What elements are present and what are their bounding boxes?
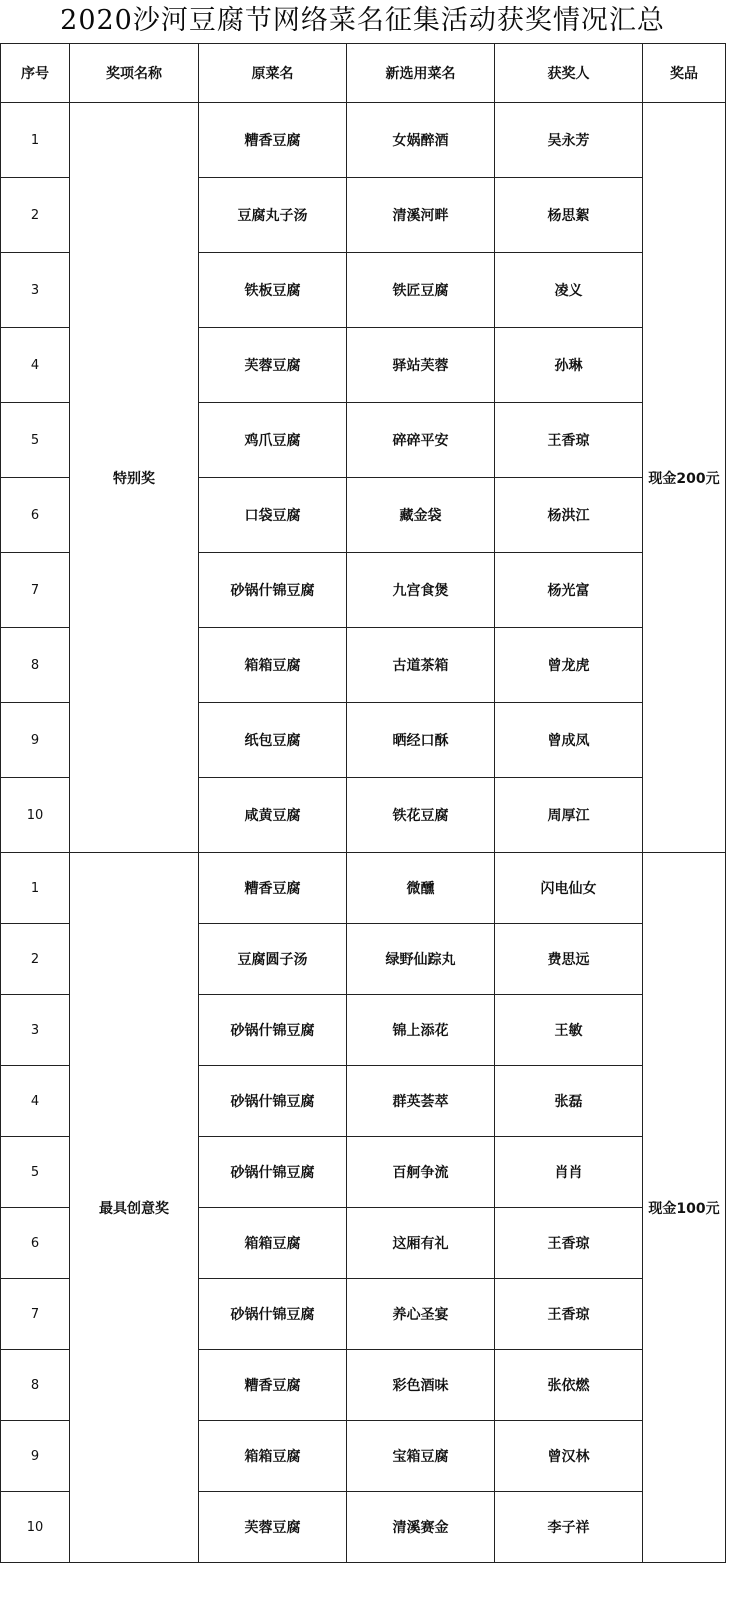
original-dish-cell: 铁板豆腐	[199, 253, 347, 328]
original-dish-cell: 砂锅什锦豆腐	[199, 1066, 347, 1137]
row-index: 4	[1, 1066, 70, 1137]
row-index: 5	[1, 1137, 70, 1208]
winner-cell: 杨思絮	[495, 178, 643, 253]
awards-table-body	[1, 103, 726, 1563]
winner-cell: 杨洪江	[495, 478, 643, 553]
row-index: 7	[1, 553, 70, 628]
new-dish-cell: 百舸争流	[347, 1137, 495, 1208]
winner-cell: 肖肖	[495, 1137, 643, 1208]
prize-cell: 现金200元	[643, 103, 726, 853]
new-dish-cell: 清溪赛金	[347, 1492, 495, 1563]
original-dish-cell: 芙蓉豆腐	[199, 1492, 347, 1563]
page-title: 2020沙河豆腐节网络菜名征集活动获奖情况汇总	[60, 5, 665, 36]
original-dish-cell: 豆腐丸子汤	[199, 178, 347, 253]
row-index: 7	[1, 1279, 70, 1350]
original-dish-cell: 糟香豆腐	[199, 103, 347, 178]
winner-cell: 吴永芳	[495, 103, 643, 178]
row-index: 1	[1, 103, 70, 178]
original-dish-cell: 砂锅什锦豆腐	[199, 1137, 347, 1208]
winner-cell: 杨光富	[495, 553, 643, 628]
winner-cell: 李子祥	[495, 1492, 643, 1563]
winner-cell: 王香琼	[495, 1279, 643, 1350]
new-dish-cell: 古道茶箱	[347, 628, 495, 703]
new-dish-cell: 绿野仙踪丸	[347, 924, 495, 995]
winner-cell: 孙琳	[495, 328, 643, 403]
new-dish-cell: 锦上添花	[347, 995, 495, 1066]
row-index: 8	[1, 1350, 70, 1421]
original-dish-cell: 豆腐圆子汤	[199, 924, 347, 995]
original-dish-cell: 箱箱豆腐	[199, 1208, 347, 1279]
award-name-cell: 特别奖	[70, 103, 199, 853]
new-dish-cell: 九宫食煲	[347, 553, 495, 628]
new-dish-cell: 驿站芙蓉	[347, 328, 495, 403]
original-dish-cell: 砂锅什锦豆腐	[199, 553, 347, 628]
header-prize: 奖品	[643, 44, 726, 103]
winner-cell: 王香琼	[495, 403, 643, 478]
row-index: 3	[1, 995, 70, 1066]
header-new-dish: 新选用菜名	[347, 44, 495, 103]
awards-table	[0, 43, 726, 1563]
winner-cell: 曾汉林	[495, 1421, 643, 1492]
row-index: 2	[1, 924, 70, 995]
winner-cell: 周厚江	[495, 778, 643, 853]
row-index: 5	[1, 403, 70, 478]
row-index: 8	[1, 628, 70, 703]
new-dish-cell: 宝箱豆腐	[347, 1421, 495, 1492]
original-dish-cell: 箱箱豆腐	[199, 628, 347, 703]
original-dish-cell: 鸡爪豆腐	[199, 403, 347, 478]
header-row	[1, 44, 726, 103]
new-dish-cell: 彩色酒味	[347, 1350, 495, 1421]
original-dish-cell: 口袋豆腐	[199, 478, 347, 553]
header-award-name: 奖项名称	[70, 44, 199, 103]
new-dish-cell: 微醺	[347, 853, 495, 924]
original-dish-cell: 箱箱豆腐	[199, 1421, 347, 1492]
row-index: 4	[1, 328, 70, 403]
row-index: 3	[1, 253, 70, 328]
original-dish-cell: 砂锅什锦豆腐	[199, 1279, 347, 1350]
new-dish-cell: 藏金袋	[347, 478, 495, 553]
new-dish-cell: 铁花豆腐	[347, 778, 495, 853]
table-row	[1, 103, 726, 178]
original-dish-cell: 糟香豆腐	[199, 853, 347, 924]
new-dish-cell: 晒经口酥	[347, 703, 495, 778]
row-index: 2	[1, 178, 70, 253]
winner-cell: 王敏	[495, 995, 643, 1066]
row-index: 10	[1, 1492, 70, 1563]
prize-cell: 现金100元	[643, 853, 726, 1563]
winner-cell: 费思远	[495, 924, 643, 995]
new-dish-cell: 碎碎平安	[347, 403, 495, 478]
header-original-dish: 原菜名	[199, 44, 347, 103]
new-dish-cell: 清溪河畔	[347, 178, 495, 253]
winner-cell: 曾龙虎	[495, 628, 643, 703]
new-dish-cell: 群英荟萃	[347, 1066, 495, 1137]
table-row	[1, 853, 726, 924]
original-dish-cell: 糟香豆腐	[199, 1350, 347, 1421]
new-dish-cell: 女娲醉酒	[347, 103, 495, 178]
row-index: 9	[1, 703, 70, 778]
row-index: 9	[1, 1421, 70, 1492]
winner-cell: 张依燃	[495, 1350, 643, 1421]
winner-cell: 张磊	[495, 1066, 643, 1137]
new-dish-cell: 养心圣宴	[347, 1279, 495, 1350]
original-dish-cell: 砂锅什锦豆腐	[199, 995, 347, 1066]
original-dish-cell: 芙蓉豆腐	[199, 328, 347, 403]
row-index: 6	[1, 1208, 70, 1279]
award-name-cell: 最具创意奖	[70, 853, 199, 1563]
new-dish-cell: 铁匠豆腐	[347, 253, 495, 328]
row-index: 1	[1, 853, 70, 924]
original-dish-cell: 纸包豆腐	[199, 703, 347, 778]
original-dish-cell: 咸黄豆腐	[199, 778, 347, 853]
row-index: 6	[1, 478, 70, 553]
header-winner: 获奖人	[495, 44, 643, 103]
row-index: 10	[1, 778, 70, 853]
winner-cell: 王香琼	[495, 1208, 643, 1279]
winner-cell: 曾成凤	[495, 703, 643, 778]
winner-cell: 凌义	[495, 253, 643, 328]
new-dish-cell: 这厢有礼	[347, 1208, 495, 1279]
winner-cell: 闪电仙女	[495, 853, 643, 924]
header-index: 序号	[1, 44, 70, 103]
